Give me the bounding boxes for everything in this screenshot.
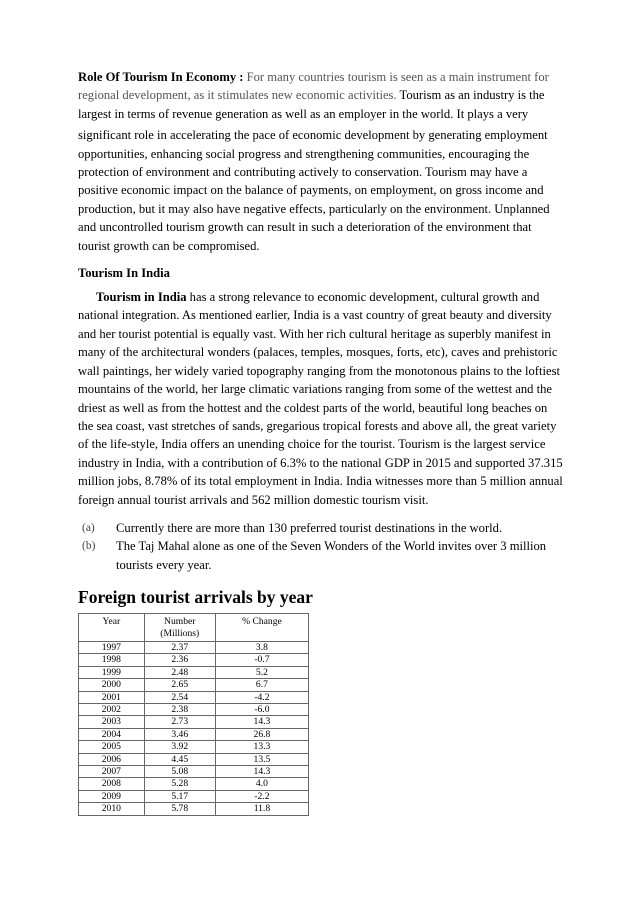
cell-change: -2.2: [215, 790, 308, 802]
role-sentence-1: For many countries tourism is seen as a main instrument for regional development, as it stimulates new economic activities.: [78, 70, 549, 103]
column-header-year: Year: [79, 614, 145, 642]
table-row: [79, 716, 309, 728]
cell-change: 3.8: [215, 641, 308, 653]
column-header-change: % Change: [215, 614, 308, 642]
role-sentence-2: Tourism as an industry is the largest in terms of revenue generation as well as an employer in the world. It plays a very: [78, 88, 545, 121]
cell-year: 2008: [79, 778, 145, 790]
cell-change: 5.2: [215, 666, 308, 678]
cell-change: 6.7: [215, 679, 308, 691]
cell-change: 13.5: [215, 753, 308, 765]
cell-year: 2004: [79, 728, 145, 740]
cell-number: 5.28: [144, 778, 215, 790]
cell-number: 3.92: [144, 741, 215, 753]
cell-year: 2005: [79, 741, 145, 753]
cell-number: 3.46: [144, 728, 215, 740]
role-of-tourism-heading: Role Of Tourism In Economy :: [78, 70, 244, 84]
table-row: [79, 691, 309, 703]
foreign-arrivals-heading: Foreign tourist arrivals by year: [78, 587, 313, 608]
cell-year: 1997: [79, 641, 145, 653]
table-row: [79, 741, 309, 753]
cell-number: 2.48: [144, 666, 215, 678]
cell-year: 2001: [79, 691, 145, 703]
paragraph-economic-impact: significant role in accelerating the pace of economic development by generating employment opportunities, enhancing social progress and strengthening communities, encouraging the protection of environment and contributing actively to conservation. Tourism may have a positive economic impact on the balance of payments, on employment, on gross income and production, but it may also have negative effects, particularly on the environment. Unplanned and uncontrolled tourism growth can result in such a deterioration of the environment that tourist growth can be compromised.: [78, 128, 550, 253]
table-header-row: [79, 614, 309, 642]
cell-change: -0.7: [215, 654, 308, 666]
table-row: [79, 654, 309, 666]
arrivals-table: [78, 613, 309, 816]
list-marker: (b): [82, 540, 96, 553]
cell-number: 2.54: [144, 691, 215, 703]
cell-number: 2.37: [144, 641, 215, 653]
cell-change: 11.8: [215, 803, 308, 815]
table-row: [79, 803, 309, 815]
cell-year: 2003: [79, 716, 145, 728]
paragraph-tourism-in-india: [78, 288, 564, 509]
cell-year: 2010: [79, 803, 145, 815]
cell-year: 1999: [79, 666, 145, 678]
tourism-in-india-heading: Tourism In India: [78, 266, 170, 281]
cell-number: 5.08: [144, 766, 215, 778]
cell-number: 2.36: [144, 654, 215, 666]
table-row: [79, 753, 309, 765]
table-row: [79, 704, 309, 716]
cell-change: 14.3: [215, 716, 308, 728]
cell-change: 13.3: [215, 741, 308, 753]
cell-change: -4.2: [215, 691, 308, 703]
list-item: [78, 519, 564, 537]
list-marker: (a): [82, 521, 95, 534]
cell-year: 2007: [79, 766, 145, 778]
list-item-text: Currently there are more than 130 preferred tourist destinations in the world.: [116, 520, 503, 535]
table-row: [79, 728, 309, 740]
cell-number: 4.45: [144, 753, 215, 765]
cell-change: 4.0: [215, 778, 308, 790]
facts-list: [78, 519, 564, 574]
cell-number: 2.73: [144, 716, 215, 728]
tourism-in-india-lead: Tourism in India: [96, 290, 187, 305]
tourism-in-india-body: has a strong relevance to economic development, cultural growth and national integration. As mentioned earlier, India is a vast country of great beauty and diversity and her tourist potential is equally vast. With her rich cultural heritage as superbly manifest in many of the architectural wonders (palaces, temples, mosques, forts, etc), caves and prehistoric wall paintings, her widely varied topography ranging from the monotonous plains to the loftiest mountains of the world, her large climatic variations ranging from some of the wettest and the driest as well as from the hottest and the coldest parts of the world, beautiful long beaches on the sea coast, vast stretches of sands, gregarious tropical forests and above all, the great variety of the life-style, India offers an unending choice for the tourist. Tourism is the largest service industry in India, with a contribution of 6.3% to the national GDP in 2015 and supported 37.315 million jobs, 8.78% of its total employment in India. India witnesses more than 5 million annual foreign annual tourist arrivals and 562 million domestic tourism visit.: [78, 290, 563, 507]
table-row: [79, 641, 309, 653]
cell-change: 26.8: [215, 728, 308, 740]
table-row: [79, 766, 309, 778]
cell-change: 14.3: [215, 766, 308, 778]
cell-number: 5.17: [144, 790, 215, 802]
cell-year: 2000: [79, 679, 145, 691]
column-header-number: Number (Millions): [144, 614, 215, 642]
list-item: [78, 537, 564, 574]
document-page: [78, 68, 564, 816]
paragraph-role-of-tourism: [78, 68, 564, 123]
table-row: [79, 790, 309, 802]
table-row: [79, 778, 309, 790]
cell-change: -6.0: [215, 704, 308, 716]
cell-year: 2006: [79, 753, 145, 765]
table-row: [79, 666, 309, 678]
list-item-text: The Taj Mahal alone as one of the Seven Wonders of the World invites over 3 million tourists every year.: [116, 539, 547, 572]
cell-number: 5.78: [144, 803, 215, 815]
cell-year: 2009: [79, 790, 145, 802]
cell-year: 1998: [79, 654, 145, 666]
cell-number: 2.38: [144, 704, 215, 716]
cell-year: 2002: [79, 704, 145, 716]
cell-number: 2.65: [144, 679, 215, 691]
table-row: [79, 679, 309, 691]
